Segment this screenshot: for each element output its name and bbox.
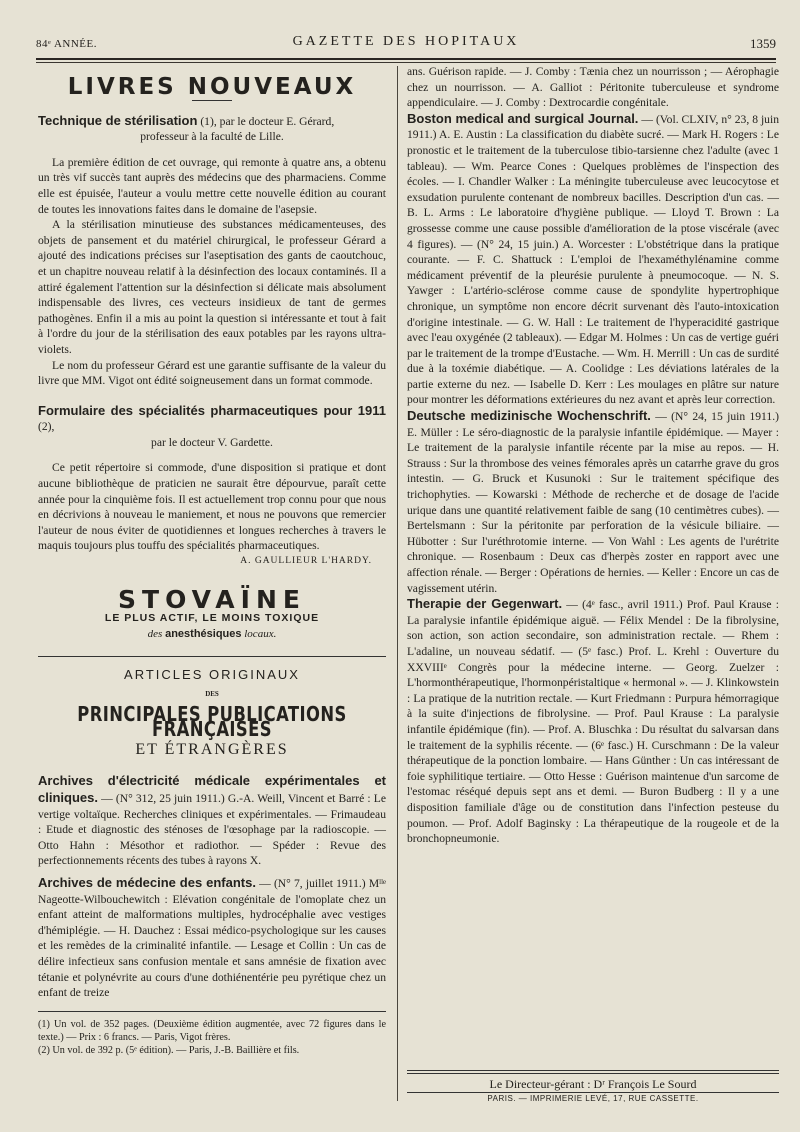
- continuation-text: ans. Guérison rapide. — J. Comby : Tænia chez un nourrisson ; — Aérophagie chez un nourrisson. — A. Galliot : Péritonite tuberculeuse et syndrome appendiculaire. — J. Comby : Dextrocardie congénitale.: [407, 65, 779, 110]
- right-column: [407, 64, 779, 847]
- advert-tagline: [38, 627, 386, 643]
- footnote-2: (2) Un vol. de 392 p. (5ᵉ édition). — Paris, J.-B. Baillière et fils.: [38, 1044, 300, 1056]
- book2-paragraph-1: Ce petit répertoire si commode, d'une disposition si pratique et dont aucune bibliothèque de praticien ne saurait être dépourvue, paraît cette année pour la cinquième fois. Il est actuellement trop connu pour que nous en décrivions à nouveau le maniement, et nous ne pouvons que remercier l'auteur de nous éviter de quotidiennes et longues recherches à travers le maquis toujours plus touffu des spécialités pharmaceutiques.: [38, 461, 386, 553]
- footer-rule-1: [407, 1070, 779, 1071]
- book1-heading: [38, 113, 386, 130]
- header-rule-thin: [36, 62, 776, 63]
- advert-slogan: LE PLUS ACTIF, LE MOINS TOXIQUE: [104, 612, 320, 625]
- book2-ref: (2),: [38, 420, 55, 434]
- book2-byline: par le docteur V. Gardette.: [151, 435, 273, 449]
- header-rule: [36, 58, 776, 60]
- book1-byline-2: professeur à la faculté de Lille.: [140, 130, 284, 144]
- deutsche-title: Deutsche medizinische Wochenschrift.: [407, 408, 651, 424]
- footnotes: [38, 1011, 386, 1057]
- entry-deutsche: [407, 408, 779, 596]
- entry2-title: Archives de médecine des enfants.: [38, 874, 256, 890]
- entry1-title: Archives d'électricité médicale expérimentales et cliniques.: [38, 773, 386, 805]
- entry2-text: — (N° 7, juillet 1911.) Mˡˡᵉ Nageotte-Wilbouchewitch : Elévation congénitale de l'omoplate chez un enfant atteint de malformations multiples, hydrocéphalie avec vestiges d'hémiplégie. — H. Dauchez : Essai médico-psychologique sur les causes et les remèdes de la criminalité infantile. — Lesage et Collin : Un cas de délire infectieux sans confusion mentale et sans amnésie de fixation avec tétanie et polynévrite au cours d'une dothiénentérie peu pyrétique chez un enfant de treize: [38, 876, 386, 1000]
- book2-heading: [38, 403, 386, 435]
- articles-heading: ARTICLES ORIGINAUX: [124, 667, 300, 683]
- advert-tagline-pre: des: [147, 627, 163, 640]
- advert-name: STOVAÏNE: [118, 584, 306, 614]
- articles-subtitle: ET ÉTRANGÈRES: [135, 740, 289, 758]
- entry-archives-electricite: [38, 773, 386, 869]
- left-column: [38, 64, 386, 1057]
- therapie-title: Therapie der Gegenwart.: [407, 596, 563, 612]
- section-title-livres: LIVRES NOUVEAUX: [67, 74, 357, 100]
- book1-title: Technique de stérilisation: [38, 112, 198, 128]
- stovaine-advert: [38, 584, 386, 643]
- entry-boston: [407, 111, 779, 408]
- running-header: [36, 34, 776, 54]
- boston-title: Boston medical and surgical Journal.: [407, 110, 639, 126]
- book1-byline: par le docteur E. Gérard,: [219, 114, 335, 128]
- book2-title: Formulaire des spécialités pharmaceutiques pour 1911: [38, 402, 386, 418]
- director-line: Le Directeur-gérant : Dʳ François Le Sourd: [489, 1077, 697, 1091]
- entry-therapie: [407, 596, 779, 847]
- footer-rule-2: [407, 1073, 779, 1074]
- footnote-1: (1) Un vol. de 352 pages. (Deuxième édition augmentée, avec 72 figures dans le texte.) — Prix : 6 francs. — Paris, Vigot frères.: [38, 1018, 386, 1043]
- printer-line: PARIS. — IMPRIMERIE LEVÉ, 17, RUE CASSETTE.: [487, 1094, 699, 1103]
- entry-archives-enfants: [38, 875, 386, 1001]
- entry1-text: — (N° 312, 25 juin 1911.) G.-A. Weill, Vincent et Barré : Le vertige voltaïque. Recherches cliniques et expérimentales. — Frimaudeau : Etude et diagnostic des sténoses de l'œsophage par la radioscopie. — Otto Hahn : Mésothor et radiothor. — Spéder : Revue des perfectionnements récents des tubes à rayons X.: [38, 791, 387, 868]
- book1-paragraph-3: Le nom du professeur Gérard est une garantie suffisante de la valeur du livre que MM. Vigot ont édité soigneusement dans un format commode.: [38, 358, 386, 388]
- book1-ref: (1),: [200, 114, 217, 128]
- advert-tagline-post: locaux.: [244, 627, 277, 640]
- articles-des: DES: [205, 690, 219, 698]
- advert-tagline-bold: anesthésiques: [165, 627, 242, 640]
- boston-text: — (Vol. CLXIV, n° 23, 8 juin 1911.) A. E. Austin : La classification du diabète sucré. — Mark H. Rogers : Le pronostic et le traitement de la tuberculose tibio-tarsienne chez l'adulte (avec 1 tableau). — Wm. Pearce Cones : Quelques problèmes de l'inspection des écoles. — I. Chandler Walker : La méningite tuberculeuse avec leucocytose et exsudation purulente contenant de nombreux bacilles. Description d'un cas. — B. L. Arms : Le laboratoire d'hygiène publique. — Lloyd T. Brown : La grossesse comme une cause possible d'amélioration de la ptose viscérale (avec 4 figures). — (N° 24, 15 juin.) A. Worcester : L'obstétrique dans la pratique courante. — F. C. Shattuck : L'emploi de l'hexaméthylénamine comme médicament préventif de la pleurésie purulente à pneumocoque. — N. S. Yawger : L'artério-sclérose comme cause de spondylite hypertrophique chronique, un symptôme non encore décrit survenant dès l'auto-intoxication d'origine intestinale. — G. W. Hall : Le traitement de l'hyperacidité gastrique avec l'eau oxygénée (2 tableaux). — Edgar M. Holmes : Un cas de vertige guéri par le traitement de la trompe d'Eustache. — Wm. H. Merrill : Un cas de surdité due à la toxémie diabétique. — A. Coolidge : Les déviations latérales de la partie externe du nez. — Isabelle D. Kerr : Les moulages en plâtre sur nature pour montrer les déformations extérieures du nez avant et après leur correction.: [407, 112, 779, 407]
- articles-top-rule: [38, 656, 386, 657]
- articles-main-title: PRINCIPALES PUBLICATIONS FRANÇAISES: [77, 701, 347, 742]
- footer-rule-3: [407, 1092, 779, 1093]
- column-divider: [397, 66, 398, 1101]
- book2-signature: A. GAULLIEUR L'HARDY.: [240, 556, 372, 567]
- deutsche-text: — (N° 24, 15 juin 1911.) E. Müller : Le séro-diagnostic de la paralysie infantile épidémique. — Mayer : Le traitement de la paralysie infantile récente par la mise au repos. — H. Strauss : Sur la thrombose des veines fémorales après un catarrhe grave du gros intestin. — G. Bruck et Kusunoki : Sur le traitement spécifique des trichophyties. — Kowarski : Méthode de recherche et de dosage de l'acide urique dans une quantité relativement faible de sang (10 centimètres cubes). — Bertelsmann : Sur la péritonite par perforation de la vésicule biliaire. — Hübotter : Sur l'uréthrotomie interne. — Von Wahl : Les agents de l'urétrite chronique. — Rosenbaum : Deux cas d'herpès zoster en rapport avec une affection rénale. — Berger : Opérations de hernies. — Keller : Encore un cas de vagissement utérin.: [407, 410, 779, 595]
- therapie-text: — (4ᵉ fasc., avril 1911.) Prof. Paul Krause : La paralysie infantile épidémique aiguë. — Félix Mendel : De la fibrolysine, son action, son action secondaire, son administration rectale. — Rhem : L'adaline, un nouveau sédatif. — (5ᵉ fasc.) Prof. L. Krehl : Ouverture du XXVIIIᵉ Congrès pour la médecine interne. — Georg. Zuelzer : L'hormonthérapeutique, l'hormonpéristaltique « hermonal ». — J. Klinkowstein : La pratique de la nutrition rectale. — Kurt Friedmann : Purpura hémorragique à la suite d'injections de fibrolysine. — Prof. Paul Krause : La paralysie infantile épidémique (fin). — Prof. A. Bluschka : Du résultat du salvarsan dans le traitement de la syphilis récente. — (6ᵉ fasc.) H. Curschmann : De la valeur thérapeutique de la ponction lombaire. — Hans Günther : Un cas intéressant de foie syphilitique tertiaire. — Otto Hesse : Guérison maintenue d'un sarcome de l'estomac réséqué depuis sept ans et demi. — Buron Budberg : Il y a une disposition familiale d'âge ou de constitution dans l'infection pesteuse du poumon. — Prof. Adolf Baginsky : La thérapeutique de la rougeole et de la bronchopneumonie.: [407, 598, 779, 846]
- book1-paragraph-2: A la stérilisation minutieuse des substances médicamenteuses, des objets de pansement et du matériel chirurgical, le professeur Gérard a ajouté des indications précises sur l'aseptisation des gants de caoutchouc, et un chapitre nouveau relatif à la désinfection des locaux contaminés. Il a attiré également l'attention sur la désinfection si délicate mais absolument indispensable des livres, ces vecteurs insidieux de tant de germes pathogènes. Enfin il a mis au point la question si intéressante et tout à fait à l'ordre du jour de la stérilisation des eaux potables par les rayons ultra-violets.: [38, 218, 386, 356]
- header-year: 84ᵉ ANNÉE.: [36, 38, 97, 50]
- book2-signature-line: [38, 554, 386, 570]
- header-page-number: 1359: [750, 36, 776, 51]
- book1-paragraph-1: La première édition de cet ouvrage, qui remonte à quatre ans, a obtenu un très vif succès tant auprès des médecins que des pharmaciens. Comme elle est épuisée, l'auteur a voulu mettre cette nouvelle édition au courant de toutes les innovations faites dans le domaine de l'asepsie.: [38, 155, 386, 216]
- header-title: GAZETTE DES HOPITAUX: [292, 34, 520, 49]
